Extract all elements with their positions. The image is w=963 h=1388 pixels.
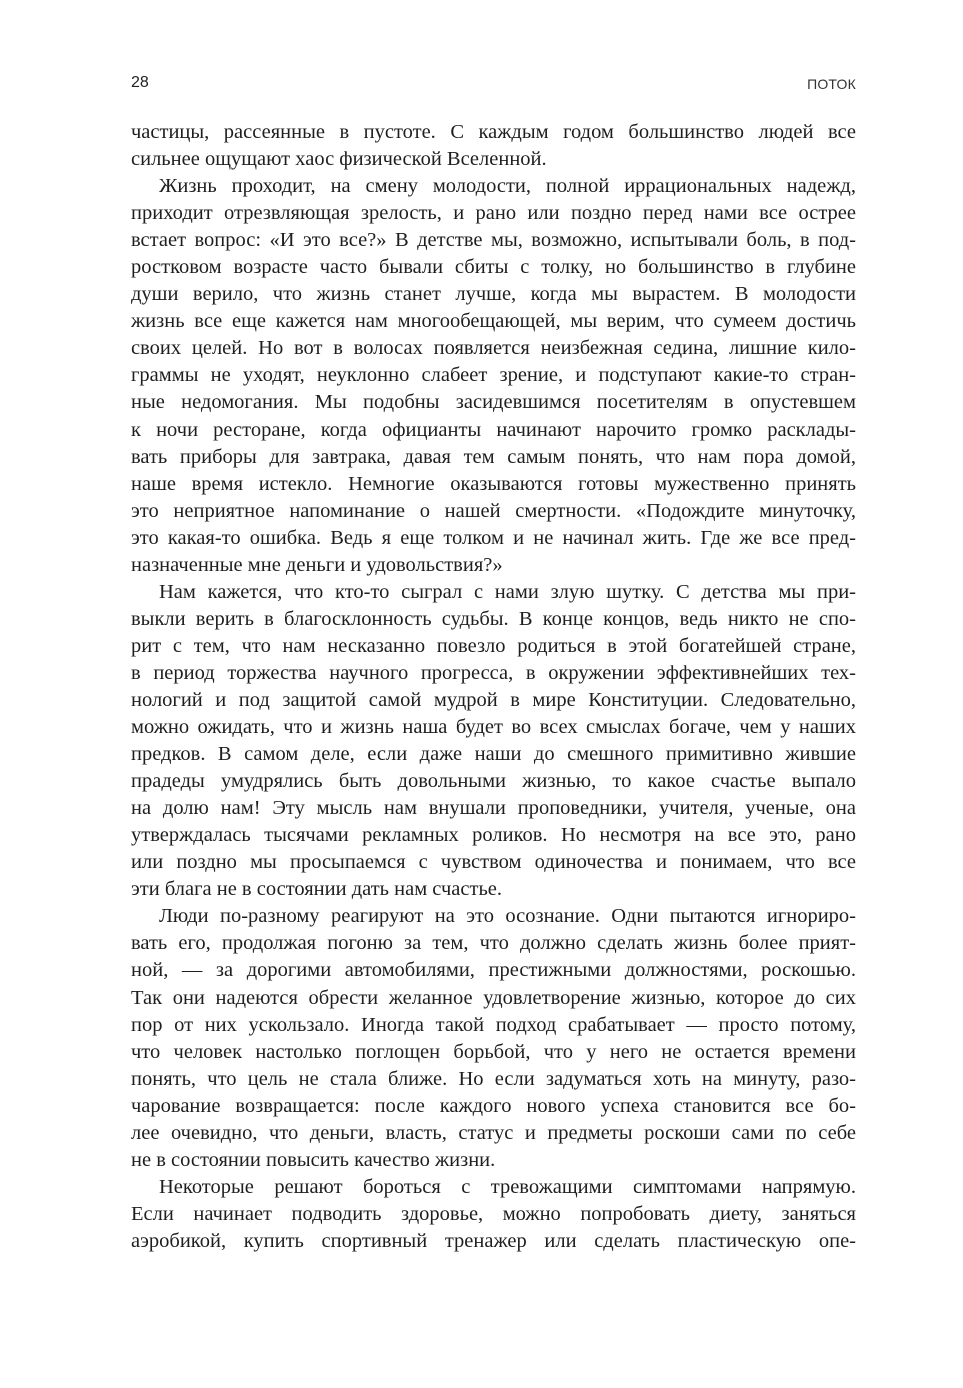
paragraph bbox=[131, 579, 856, 904]
text-line: приходит отрезвляющая зрелость, и рано или поздно перед нами все острее bbox=[131, 202, 856, 225]
text-line: чарование возвращается: после каждого нового успеха становится все бо- bbox=[131, 1094, 856, 1117]
paragraph bbox=[131, 173, 856, 579]
text-line: лее очевидно, что деньги, власть, статус и предметы роскоши сами по себе bbox=[131, 1121, 856, 1144]
text-line: к ночи ресторане, когда официанты начинают нарочито громко расклады- bbox=[131, 418, 856, 441]
text-line: своих целей. Но вот в волосах появляется неизбежная седина, лишние кило- bbox=[131, 337, 856, 360]
text-line: утверждалась тысячами рекламных роликов. Но несмотря на все это, рано bbox=[131, 824, 856, 847]
text-line: граммы не уходят, неуклонно слабеет зрение, и подступают какие-то стран- bbox=[131, 364, 856, 387]
text-line: это какая-то ошибка. Ведь я еще толком и не начинал жить. Где же все пред- bbox=[131, 526, 856, 549]
text-line: вать его, продолжая погоню за тем, что должно сделать жизнь более прият- bbox=[131, 932, 856, 955]
running-title: ПОТОК bbox=[807, 76, 856, 92]
text-line: выкли верить в благосклонность судьбы. В конце концов, ведь никто не спо- bbox=[131, 607, 856, 630]
text-line: или поздно мы просыпаемся с чувством одиночества и понимаем, что все bbox=[131, 851, 856, 874]
text-line: прадеды умудрялись быть довольными жизнью, то какое счастье выпало bbox=[131, 770, 856, 793]
text-line: пор от них ускользало. Иногда такой подход срабатывает — просто потому, bbox=[131, 1013, 856, 1036]
text-line: Жизнь проходит, на смену молодости, полной иррациональных надежд, bbox=[159, 175, 856, 198]
text-line: ной, — за дорогими автомобилями, престижными должностями, роскошью. bbox=[131, 959, 856, 982]
text-line: ные недомогания. Мы подобны засидевшимся посетителям в опустевшем bbox=[131, 391, 856, 414]
text-line: предков. В самом деле, если даже наши до смешного примитивно жившие bbox=[131, 743, 856, 766]
paragraph bbox=[131, 1174, 856, 1255]
text-line: можно ожидать, что и жизнь наша будет во всех смыслах богаче, чем у наших bbox=[131, 716, 856, 739]
text-line: рит с тем, что нам несказанно повезло родиться в этой богатейшей стране, bbox=[131, 634, 856, 657]
text-line: понять, что цель не стала ближе. Но если задуматься хоть на минуту, разо- bbox=[131, 1067, 856, 1090]
page-number: 28 bbox=[131, 74, 149, 91]
text-line: назначенные мне деньги и удовольствия?» bbox=[131, 553, 503, 576]
text-line: ростковом возрасте часто бывали сбиты с толку, но большинство в глубине bbox=[131, 256, 856, 279]
text-line: частицы, рассеянные в пустоте. С каждым годом большинство людей все bbox=[131, 121, 856, 143]
text-line: Люди по-разному реагируют на это осознание. Одни пытаются игнориро- bbox=[159, 905, 856, 928]
running-header bbox=[131, 74, 856, 96]
text-line: нологий и под защитой самой мудрой в мире Конституции. Следовательно, bbox=[131, 688, 856, 711]
text-line: это неприятное напоминание о нашей смертности. «Подождите минуточку, bbox=[131, 499, 856, 522]
text-line: эти блага не в состоянии дать нам счастье. bbox=[131, 878, 503, 901]
text-line: души верило, что жизнь станет лучше, когда мы вырастем. В молодости bbox=[131, 283, 856, 306]
text-line: встает вопрос: «И это все?» В детстве мы, возможно, испытывали боль, в под- bbox=[131, 229, 856, 252]
text-line: Так они надеются обрести желанное удовлетворение жизнью, которое до сих bbox=[131, 986, 856, 1009]
text-line: на долю нам! Эту мысль нам внушали проповедники, учителя, ученые, она bbox=[131, 797, 856, 820]
text-line: в период торжества научного прогресса, в окружении эффективнейших тех- bbox=[131, 661, 856, 684]
text-line: что человек настолько поглощен борьбой, что у него не остается времени bbox=[131, 1040, 856, 1063]
text-line: Нам кажется, что кто-то сыграл с нами злую шутку. С детства мы при- bbox=[159, 580, 856, 603]
paragraph bbox=[131, 903, 856, 1173]
paragraph bbox=[131, 119, 856, 173]
text-line: Некоторые решают бороться с тревожащими симптомами напрямую. bbox=[159, 1175, 856, 1198]
text-line: не в состоянии повысить качество жизни. bbox=[131, 1148, 496, 1171]
text-line: Если начинает подводить здоровье, можно попробовать диету, заняться bbox=[131, 1202, 856, 1225]
text-line: наше время истекло. Немногие оказываются готовы мужественно принять bbox=[131, 472, 856, 495]
body-text bbox=[131, 119, 856, 1255]
text-line: вать приборы для завтрака, давая тем самым понять, что нам пора домой, bbox=[131, 445, 856, 468]
text-line: аэробикой, купить спортивный тренажер или сделать пластическую опе- bbox=[131, 1229, 856, 1252]
text-line: сильнее ощущают хаос физической Вселенной. bbox=[131, 148, 547, 171]
text-line: жизнь все еще кажется нам многообещающей, мы верим, что сумеем достичь bbox=[131, 310, 856, 333]
